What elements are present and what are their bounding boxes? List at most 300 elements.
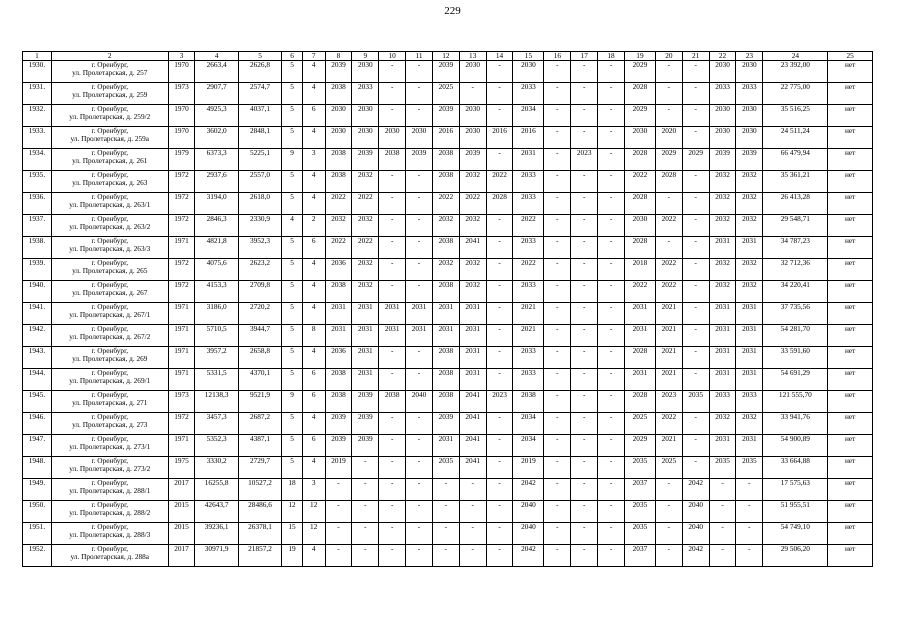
cell-col-18: - <box>598 259 625 281</box>
address-cell <box>51 61 168 83</box>
cell-col-3: 2017 <box>168 545 195 567</box>
cell-col-6: 5 <box>282 61 303 83</box>
cell-col-10: - <box>379 105 406 127</box>
address-cell <box>51 413 168 435</box>
cell-col-8: - <box>325 501 352 523</box>
cell-col-6: 5 <box>282 347 303 369</box>
cell-col-14: 2022 <box>486 171 513 193</box>
cell-col-8: 2038 <box>325 391 352 413</box>
cell-col-12: 2038 <box>432 369 459 391</box>
cell-col-22: 2030 <box>709 105 736 127</box>
cell-col-18: - <box>598 83 625 105</box>
cell-col-20: 2020 <box>655 127 682 149</box>
cell-col-14: - <box>486 325 513 347</box>
row-number: 1943. <box>23 347 52 369</box>
cell-col-6: 5 <box>282 83 303 105</box>
address-cell <box>51 127 168 149</box>
cell-col-3: 2015 <box>168 501 195 523</box>
cell-col-11: 2040 <box>406 391 433 413</box>
cell-col-22: 2031 <box>709 303 736 325</box>
cell-col-9: 2022 <box>352 193 379 215</box>
cell-col-19: 2025 <box>624 413 655 435</box>
address-city: г. Оренбург, <box>91 390 129 399</box>
cell-col-16: - <box>544 501 571 523</box>
cell-col-20: 2023 <box>655 391 682 413</box>
cell-col-7: 4 <box>302 545 325 567</box>
cell-col-10: - <box>379 413 406 435</box>
cell-col-19: 2018 <box>624 259 655 281</box>
cell-col-4: 3330,2 <box>195 457 238 479</box>
cell-col-14: 2023 <box>486 391 513 413</box>
cell-col-13: 2041 <box>459 413 486 435</box>
cell-col-16: - <box>544 127 571 149</box>
cell-col-19: 2028 <box>624 193 655 215</box>
cell-col-25: нет <box>828 413 873 435</box>
cell-col-22: 2031 <box>709 435 736 457</box>
cell-col-16: - <box>544 171 571 193</box>
cell-col-12: - <box>432 501 459 523</box>
column-header-9: 9 <box>352 52 379 61</box>
address-street: ул. Пролетарская, д. 288/1 <box>69 486 151 495</box>
cell-col-7: 3 <box>302 149 325 171</box>
address-city: г. Оренбург, <box>91 280 129 289</box>
cell-col-25: нет <box>828 347 873 369</box>
cell-col-17: - <box>571 523 598 545</box>
cell-col-8: 2038 <box>325 171 352 193</box>
cell-col-8: 2030 <box>325 127 352 149</box>
column-header-10: 10 <box>379 52 406 61</box>
cell-col-8: 2038 <box>325 149 352 171</box>
cell-col-22: - <box>709 479 736 501</box>
cell-col-13: 2032 <box>459 215 486 237</box>
cell-col-3: 1972 <box>168 259 195 281</box>
cell-col-19: 2031 <box>624 369 655 391</box>
cell-col-23: 2031 <box>736 303 763 325</box>
address-city: г. Оренбург, <box>91 236 129 245</box>
cell-col-25: нет <box>828 149 873 171</box>
cell-col-9: 2032 <box>352 259 379 281</box>
table-row <box>23 325 873 347</box>
column-header-8: 8 <box>325 52 352 61</box>
cell-col-21: 2042 <box>682 545 709 567</box>
cell-col-15: 2033 <box>513 171 544 193</box>
cell-col-13: 2031 <box>459 369 486 391</box>
cell-col-22: 2031 <box>709 325 736 347</box>
cell-col-12: 2032 <box>432 215 459 237</box>
cell-col-18: - <box>598 171 625 193</box>
row-number: 1938. <box>23 237 52 259</box>
cell-col-3: 1971 <box>168 369 195 391</box>
row-number: 1933. <box>23 127 52 149</box>
cell-col-19: 2029 <box>624 105 655 127</box>
cell-col-21: 2040 <box>682 523 709 545</box>
cell-col-17: - <box>571 193 598 215</box>
cell-col-21: - <box>682 347 709 369</box>
cell-col-18: - <box>598 281 625 303</box>
column-header-7: 7 <box>302 52 325 61</box>
cell-col-19: 2022 <box>624 171 655 193</box>
cell-col-23: 2031 <box>736 237 763 259</box>
cell-col-19: 2031 <box>624 325 655 347</box>
cell-col-25: нет <box>828 127 873 149</box>
address-city: г. Оренбург, <box>91 434 129 443</box>
cell-col-8: - <box>325 523 352 545</box>
cell-col-17: - <box>571 413 598 435</box>
cell-col-4: 3194,0 <box>195 193 238 215</box>
cell-col-19: 2028 <box>624 347 655 369</box>
cell-col-17: - <box>571 435 598 457</box>
cell-col-4: 12138,3 <box>195 391 238 413</box>
cell-col-7: 4 <box>302 413 325 435</box>
cell-col-17: - <box>571 259 598 281</box>
cell-col-21: - <box>682 215 709 237</box>
cell-col-23: 2030 <box>736 105 763 127</box>
cell-col-17: - <box>571 61 598 83</box>
cell-col-17: - <box>571 479 598 501</box>
cell-col-9: 2030 <box>352 127 379 149</box>
table-row <box>23 193 873 215</box>
cell-col-23: 2031 <box>736 435 763 457</box>
address-cell <box>51 347 168 369</box>
table-row <box>23 479 873 501</box>
cell-col-22: - <box>709 501 736 523</box>
cell-col-16: - <box>544 303 571 325</box>
address-cell <box>51 259 168 281</box>
cell-col-3: 1971 <box>168 347 195 369</box>
cell-col-18: - <box>598 435 625 457</box>
cell-col-12: - <box>432 479 459 501</box>
cell-col-17: - <box>571 105 598 127</box>
table-row <box>23 83 873 105</box>
cell-col-9: 2039 <box>352 391 379 413</box>
cell-col-12: 2038 <box>432 281 459 303</box>
cell-col-15: 2042 <box>513 545 544 567</box>
cell-col-7: 4 <box>302 171 325 193</box>
cell-col-18: - <box>598 303 625 325</box>
cell-col-10: - <box>379 237 406 259</box>
row-number: 1936. <box>23 193 52 215</box>
cell-col-15: 2021 <box>513 325 544 347</box>
address-street: ул. Пролетарская, д. 267/1 <box>69 310 151 319</box>
cell-col-7: 4 <box>302 193 325 215</box>
table-row <box>23 303 873 325</box>
page-number: 229 <box>444 5 461 17</box>
address-cell <box>51 501 168 523</box>
cell-col-13: 2032 <box>459 281 486 303</box>
cell-col-4: 2846,3 <box>195 215 238 237</box>
cell-col-24: 33 591,60 <box>763 347 828 369</box>
cell-col-15: 2038 <box>513 391 544 413</box>
cell-col-5: 2720,2 <box>238 303 281 325</box>
cell-col-23: 2033 <box>736 391 763 413</box>
table-row <box>23 523 873 545</box>
cell-col-17: - <box>571 83 598 105</box>
cell-col-11: - <box>406 479 433 501</box>
address-city: г. Оренбург, <box>91 456 129 465</box>
cell-col-6: 5 <box>282 127 303 149</box>
cell-col-16: - <box>544 369 571 391</box>
cell-col-12: 2025 <box>432 83 459 105</box>
cell-col-4: 6373,3 <box>195 149 238 171</box>
cell-col-8: 2038 <box>325 369 352 391</box>
table-body <box>23 61 873 567</box>
cell-col-5: 3952,3 <box>238 237 281 259</box>
table-row <box>23 61 873 83</box>
table-row <box>23 413 873 435</box>
cell-col-16: - <box>544 457 571 479</box>
cell-col-10: - <box>379 457 406 479</box>
cell-col-14: - <box>486 457 513 479</box>
cell-col-17: - <box>571 281 598 303</box>
cell-col-15: 2030 <box>513 61 544 83</box>
cell-col-23: - <box>736 501 763 523</box>
cell-col-20: 2021 <box>655 369 682 391</box>
cell-col-10: 2038 <box>379 149 406 171</box>
cell-col-4: 16255,8 <box>195 479 238 501</box>
column-header-13: 13 <box>459 52 486 61</box>
cell-col-13: - <box>459 545 486 567</box>
address-street: ул. Пролетарская, д. 271 <box>72 398 148 407</box>
row-number: 1946. <box>23 413 52 435</box>
cell-col-14: 2016 <box>486 127 513 149</box>
address-city: г. Оренбург, <box>91 412 129 421</box>
cell-col-22: 2030 <box>709 127 736 149</box>
column-header-18: 18 <box>598 52 625 61</box>
cell-col-7: 6 <box>302 391 325 413</box>
cell-col-22: 2030 <box>709 61 736 83</box>
cell-col-25: нет <box>828 281 873 303</box>
cell-col-14: - <box>486 523 513 545</box>
cell-col-13: 2022 <box>459 193 486 215</box>
cell-col-18: - <box>598 149 625 171</box>
address-street: ул. Пролетарская, д. 269/1 <box>69 376 151 385</box>
address-city: г. Оренбург, <box>91 170 129 179</box>
row-number: 1949. <box>23 479 52 501</box>
cell-col-9: 2030 <box>352 105 379 127</box>
cell-col-25: нет <box>828 61 873 83</box>
cell-col-6: 18 <box>282 479 303 501</box>
cell-col-25: нет <box>828 325 873 347</box>
address-cell <box>51 523 168 545</box>
cell-col-16: - <box>544 413 571 435</box>
cell-col-20: - <box>655 545 682 567</box>
cell-col-14: - <box>486 281 513 303</box>
cell-col-4: 4075,6 <box>195 259 238 281</box>
cell-col-24: 34 787,23 <box>763 237 828 259</box>
address-cell <box>51 545 168 567</box>
cell-col-13: 2031 <box>459 325 486 347</box>
address-street: ул. Пролетарская, д. 263 <box>72 178 148 187</box>
address-cell <box>51 149 168 171</box>
address-city: г. Оренбург, <box>91 302 129 311</box>
cell-col-23: - <box>736 523 763 545</box>
cell-col-16: - <box>544 545 571 567</box>
cell-col-16: - <box>544 391 571 413</box>
cell-col-14: - <box>486 105 513 127</box>
address-street: ул. Пролетарская, д. 267 <box>72 288 148 297</box>
address-street: ул. Пролетарская, д. 269 <box>72 354 148 363</box>
address-street: ул. Пролетарская, д. 273 <box>72 420 148 429</box>
cell-col-24: 26 413,28 <box>763 193 828 215</box>
cell-col-20: 2021 <box>655 303 682 325</box>
cell-col-20: - <box>655 501 682 523</box>
cell-col-14: - <box>486 545 513 567</box>
cell-col-23: 2032 <box>736 193 763 215</box>
cell-col-12: 2039 <box>432 61 459 83</box>
cell-col-4: 4153,3 <box>195 281 238 303</box>
cell-col-22: 2032 <box>709 413 736 435</box>
cell-col-8: 2032 <box>325 215 352 237</box>
cell-col-3: 1971 <box>168 325 195 347</box>
cell-col-15: 2031 <box>513 149 544 171</box>
cell-col-22: 2031 <box>709 237 736 259</box>
cell-col-17: - <box>571 325 598 347</box>
cell-col-6: 5 <box>282 171 303 193</box>
cell-col-8: 2039 <box>325 61 352 83</box>
cell-col-9: 2032 <box>352 281 379 303</box>
cell-col-4: 3457,3 <box>195 413 238 435</box>
cell-col-12: 2031 <box>432 303 459 325</box>
cell-col-19: 2030 <box>624 127 655 149</box>
cell-col-8: - <box>325 545 352 567</box>
cell-col-19: 2028 <box>624 149 655 171</box>
cell-col-12: 2039 <box>432 413 459 435</box>
row-number: 1947. <box>23 435 52 457</box>
column-header-4: 4 <box>195 52 238 61</box>
cell-col-19: 2035 <box>624 523 655 545</box>
cell-col-17: - <box>571 545 598 567</box>
cell-col-25: нет <box>828 171 873 193</box>
cell-col-21: - <box>682 127 709 149</box>
cell-col-10: - <box>379 479 406 501</box>
cell-col-21: - <box>682 281 709 303</box>
cell-col-15: 2033 <box>513 83 544 105</box>
cell-col-16: - <box>544 193 571 215</box>
cell-col-11: 2031 <box>406 325 433 347</box>
cell-col-12: 2038 <box>432 391 459 413</box>
cell-col-8: 2031 <box>325 325 352 347</box>
address-street: ул. Пролетарская, д. 259а <box>70 134 150 143</box>
cell-col-3: 2015 <box>168 523 195 545</box>
cell-col-24: 33 941,76 <box>763 413 828 435</box>
cell-col-24: 29 548,71 <box>763 215 828 237</box>
cell-col-12: 2022 <box>432 193 459 215</box>
cell-col-5: 4387,1 <box>238 435 281 457</box>
cell-col-24: 35 516,25 <box>763 105 828 127</box>
cell-col-18: - <box>598 369 625 391</box>
cell-col-20: 2022 <box>655 259 682 281</box>
cell-col-9: - <box>352 479 379 501</box>
cell-col-9: 2031 <box>352 325 379 347</box>
cell-col-8: 2022 <box>325 193 352 215</box>
cell-col-10: - <box>379 347 406 369</box>
cell-col-18: - <box>598 501 625 523</box>
cell-col-7: 4 <box>302 61 325 83</box>
column-header-12: 12 <box>432 52 459 61</box>
cell-col-5: 2729,7 <box>238 457 281 479</box>
cell-col-18: - <box>598 413 625 435</box>
cell-col-11: - <box>406 193 433 215</box>
cell-col-7: 4 <box>302 281 325 303</box>
cell-col-9: - <box>352 457 379 479</box>
cell-col-7: 8 <box>302 325 325 347</box>
cell-col-16: - <box>544 347 571 369</box>
cell-col-14: - <box>486 413 513 435</box>
cell-col-13: 2039 <box>459 149 486 171</box>
cell-col-7: 6 <box>302 237 325 259</box>
cell-col-5: 10527,2 <box>238 479 281 501</box>
cell-col-6: 5 <box>282 105 303 127</box>
cell-col-23: 2032 <box>736 171 763 193</box>
cell-col-17: - <box>571 237 598 259</box>
cell-col-5: 2848,1 <box>238 127 281 149</box>
cell-col-12: 2038 <box>432 171 459 193</box>
cell-col-17: - <box>571 369 598 391</box>
cell-col-7: 4 <box>302 347 325 369</box>
cell-col-5: 9521,9 <box>238 391 281 413</box>
cell-col-12: 2039 <box>432 105 459 127</box>
cell-col-22: 2032 <box>709 215 736 237</box>
cell-col-4: 30971,9 <box>195 545 238 567</box>
cell-col-3: 1972 <box>168 193 195 215</box>
cell-col-25: нет <box>828 479 873 501</box>
address-street: ул. Пролетарская, д. 288/3 <box>69 530 151 539</box>
address-street: ул. Пролетарская, д. 259 <box>72 90 148 99</box>
cell-col-6: 5 <box>282 435 303 457</box>
cell-col-16: - <box>544 237 571 259</box>
cell-col-3: 1972 <box>168 215 195 237</box>
cell-col-11: - <box>406 281 433 303</box>
cell-col-24: 51 955,51 <box>763 501 828 523</box>
cell-col-6: 5 <box>282 457 303 479</box>
cell-col-5: 4370,1 <box>238 369 281 391</box>
cell-col-7: 6 <box>302 369 325 391</box>
cell-col-18: - <box>598 347 625 369</box>
address-cell <box>51 193 168 215</box>
cell-col-24: 121 555,70 <box>763 391 828 413</box>
table-row <box>23 501 873 523</box>
cell-col-3: 1971 <box>168 435 195 457</box>
cell-col-5: 5225,1 <box>238 149 281 171</box>
cell-col-9: 2032 <box>352 215 379 237</box>
cell-col-13: - <box>459 83 486 105</box>
cell-col-25: нет <box>828 391 873 413</box>
cell-col-21: - <box>682 105 709 127</box>
cell-col-4: 4925,3 <box>195 105 238 127</box>
cell-col-13: 2041 <box>459 237 486 259</box>
address-city: г. Оренбург, <box>91 104 129 113</box>
cell-col-20: 2022 <box>655 281 682 303</box>
cell-col-13: 2030 <box>459 61 486 83</box>
cell-col-9: 2022 <box>352 237 379 259</box>
column-header-5: 5 <box>238 52 281 61</box>
cell-col-17: - <box>571 391 598 413</box>
cell-col-15: 2022 <box>513 259 544 281</box>
cell-col-24: 34 220,41 <box>763 281 828 303</box>
cell-col-20: - <box>655 61 682 83</box>
cell-col-23: 2039 <box>736 149 763 171</box>
column-header-25: 25 <box>828 52 873 61</box>
table-row <box>23 171 873 193</box>
cell-col-18: - <box>598 193 625 215</box>
address-city: г. Оренбург, <box>91 324 129 333</box>
cell-col-25: нет <box>828 545 873 567</box>
cell-col-11: - <box>406 237 433 259</box>
cell-col-15: 2034 <box>513 105 544 127</box>
cell-col-11: - <box>406 259 433 281</box>
address-cell <box>51 237 168 259</box>
cell-col-5: 2626,8 <box>238 61 281 83</box>
